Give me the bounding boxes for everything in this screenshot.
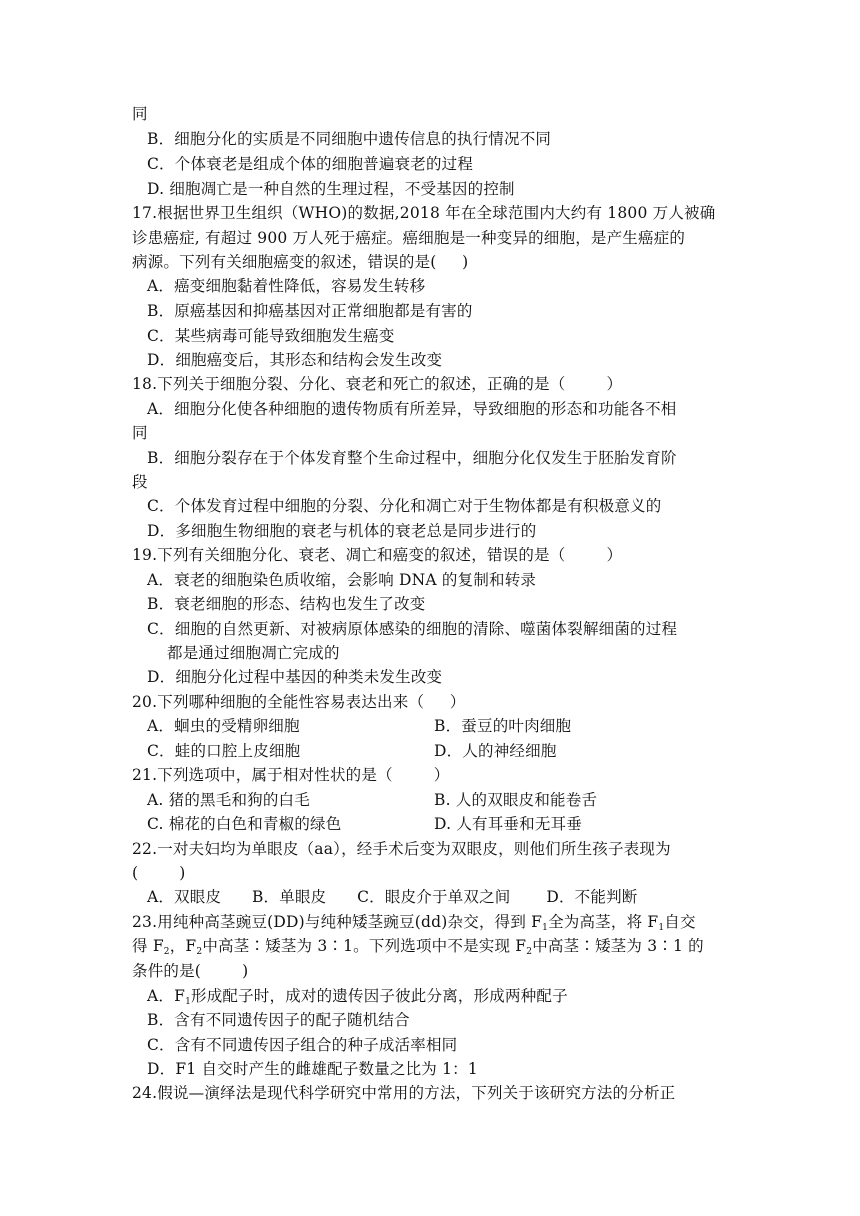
question-22-stem: ( ) — [132, 864, 186, 882]
option-line: C. 棉花的白色和青椒的绿色 — [147, 815, 342, 833]
option-line: B．蚕豆的叶肉细胞 — [434, 717, 572, 735]
option-line: A．细胞分化使各种细胞的遗传物质有所差异，导致细胞的形态和功能各不相 — [147, 400, 677, 418]
text-line: 同 — [132, 105, 148, 123]
question-17-stem: 病源。下列有关细胞癌变的叙述，错误的是( ) — [132, 253, 469, 271]
question-21-stem: 21.下列选项中，属于相对性状的是（ ） — [132, 766, 450, 784]
option-line: B．原癌基因和抑癌基因对正常细胞都是有害的 — [147, 302, 473, 320]
option-line: D．人的神经细胞 — [434, 742, 557, 760]
text: 形成配子时，成对的遗传因子彼此分离，形成两种配子 — [191, 987, 568, 1005]
option-line: D. 人有耳垂和无耳垂 — [434, 815, 582, 833]
question-23-stem: 条件的是( ) — [132, 962, 249, 980]
text: 中高茎∶矮茎为 3∶1 的 — [532, 937, 704, 955]
text-line: 段 — [132, 473, 148, 491]
text: A．F — [147, 987, 186, 1005]
option-line: A．双眼皮 B．单眼皮 C．眼皮介于单双之间 D．不能判断 — [147, 888, 638, 906]
text: ，F — [169, 937, 197, 955]
question-17-stem: 诊患癌症, 有超过 900 万人死于癌症。癌细胞是一种变异的细胞，是产生癌症的 — [132, 229, 686, 247]
question-20-stem: 20.下列哪种细胞的全能性容易表达出来（ ） — [132, 693, 466, 711]
question-22-stem: 22.一对夫妇均为单眼皮（aa），经手术后变为双眼皮，则他们所生孩子表现为 — [132, 840, 671, 858]
question-17-stem: 17.根据世界卫生组织（WHO)的数据,2018 年在全球范围内大约有 1800 万人被确 — [132, 204, 716, 222]
option-line: A．蛔虫的受精卵细胞 — [147, 717, 300, 735]
option-line: D. 细胞凋亡是一种自然的生理过程，不受基因的控制 — [147, 180, 515, 198]
subscript: 1 — [658, 923, 665, 933]
option-line: C．某些病毒可能导致细胞发生癌变 — [147, 327, 395, 345]
option-line: B．衰老细胞的形态、结构也发生了改变 — [147, 595, 426, 613]
subscript: 2 — [526, 947, 533, 957]
option-line: A．衰老的细胞染色质收缩，会影响 DNA 的复制和转录 — [147, 571, 537, 589]
question-19-stem: 19.下列有关细胞分化、衰老、凋亡和癌变的叙述，错误的是（ ） — [132, 546, 623, 564]
option-line: 都是通过细胞凋亡完成的 — [167, 644, 340, 662]
option-line: C．细胞的自然更新、对被病原体感染的细胞的清除、噬菌体裂解细菌的过程 — [147, 620, 678, 638]
option-line: B．细胞分化的实质是不同细胞中遗传信息的执行情况不同 — [147, 130, 552, 148]
text: 中高茎∶矮茎为 3∶1。下列选项中不是实现 F — [202, 937, 527, 955]
option-line: B．含有不同遗传因子的配子随机结合 — [147, 1011, 410, 1029]
text: 得 F — [132, 937, 164, 955]
option-line: D．细胞分化过程中基因的种类未发生改变 — [147, 668, 443, 686]
option-line: D．多细胞生物细胞的衰老与机体的衰老总是同步进行的 — [147, 522, 537, 540]
question-23-stem — [132, 910, 860, 934]
question-23-stem — [132, 934, 860, 958]
option-line: B．细胞分裂存在于个体发育整个生命过程中，细胞分化仅发生于胚胎发育阶 — [147, 449, 677, 467]
option-line: D．细胞癌变后，其形态和结构会发生改变 — [147, 351, 443, 369]
text: 23.用纯种高茎豌豆(DD)与纯种矮茎豌豆(dd)杂交，得到 F — [132, 913, 543, 931]
subscript: 2 — [196, 947, 203, 957]
subscript: 2 — [163, 947, 170, 957]
option-line: C．个体衰老是组成个体的细胞普遍衰老的过程 — [147, 155, 474, 173]
question-18-stem: 18.下列关于细胞分裂、分化、衰老和死亡的叙述，正确的是（ ） — [132, 375, 623, 393]
option-line: C．含有不同遗传因子组合的种子成活率相同 — [147, 1036, 458, 1054]
question-24-stem: 24.假说—演绎法是现代科学研究中常用的方法，下列关于该研究方法的分析正 — [132, 1084, 676, 1102]
option-line: C．蛙的口腔上皮细胞 — [147, 742, 301, 760]
option-line: C．个体发育过程中细胞的分裂、分化和凋亡对于生物体都是有积极意义的 — [147, 497, 662, 515]
option-line — [147, 984, 860, 1008]
subscript: 1 — [542, 923, 549, 933]
text: 全为高茎，将 F — [548, 913, 659, 931]
option-line: A. 猪的黑毛和狗的白毛 — [147, 791, 310, 809]
option-line: A．癌变细胞黏着性降低，容易发生转移 — [147, 277, 426, 295]
text: 自交 — [664, 913, 696, 931]
option-line: B. 人的双眼皮和能卷舌 — [434, 791, 598, 809]
option-line: D．F1 自交时产生的雌雄配子数量之比为 1：1 — [147, 1060, 478, 1078]
subscript: 1 — [185, 997, 191, 1007]
text-line: 同 — [132, 424, 148, 442]
